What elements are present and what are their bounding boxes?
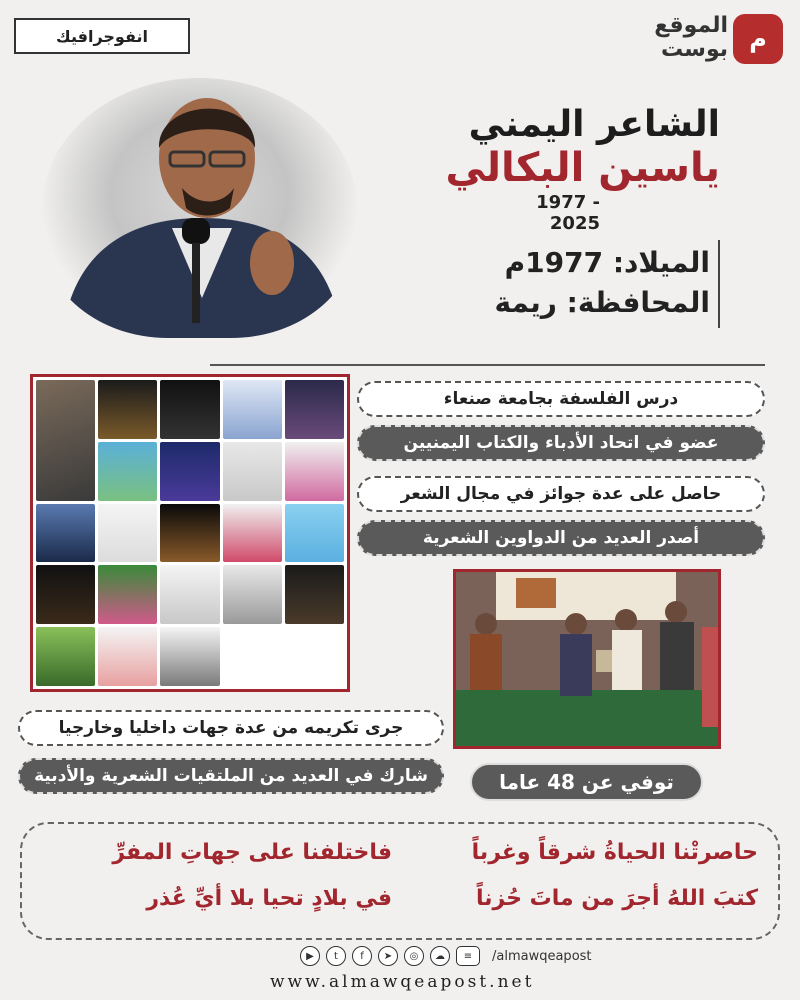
nabd-icon[interactable]: ≡ (456, 946, 480, 966)
birth-fact: الميلاد: 1977م (504, 246, 710, 279)
facebook-icon[interactable]: f (352, 946, 372, 966)
book-cover (98, 380, 157, 439)
book-cover (98, 627, 157, 686)
book-cover (223, 380, 282, 439)
death-badge: توفي عن 48 عاما (470, 763, 703, 801)
book-covers-collage (30, 374, 350, 692)
social-handle[interactable]: /almawqeapost (492, 948, 592, 964)
poet-portrait-illustration (42, 78, 357, 338)
verse-left-2: في بلادٍ تحيا بلا أيِّ عُذر (146, 886, 392, 911)
fact-pill: حاصل على عدة جوائز في مجال الشعر (357, 476, 765, 512)
verse-left-1: فاختلفنا على جهاتِ المفرِّ (112, 840, 392, 865)
infographic-tag: انفوجرافيك (14, 18, 190, 54)
poem-box (20, 822, 780, 940)
book-cover (285, 442, 344, 501)
logo-line1: الموقع (654, 13, 728, 38)
book-cover (285, 380, 344, 439)
title-line: الشاعر اليمني (468, 104, 720, 145)
fact-pill: عضو في اتحاد الأدباء والكتاب اليمنيين (357, 425, 765, 461)
book-cover (285, 565, 344, 624)
book-cover (285, 504, 344, 563)
book-cover (160, 380, 219, 439)
book-cover (160, 504, 219, 563)
life-years: 1977 - 2025 (536, 192, 600, 234)
book-cover (160, 442, 219, 501)
verse-right-1: حاصرتْنا الحياةُ شرقاً وغرباً (471, 840, 758, 865)
fact-pill: جرى تكريمه من عدة جهات داخليا وخارجيا (18, 710, 444, 746)
book-cover (160, 627, 219, 686)
youtube-icon[interactable]: ▶ (300, 946, 320, 966)
instagram-icon[interactable]: ◎ (404, 946, 424, 966)
site-logo-icon: م (733, 14, 783, 64)
social-bar (300, 944, 592, 968)
award-ceremony-photo (453, 569, 721, 749)
governorate-fact: المحافظة: ريمة (494, 286, 710, 319)
poet-portrait (42, 78, 357, 338)
website-url[interactable]: www.almawqeapost.net (270, 972, 535, 992)
verse-right-2: كتبَ اللهُ أجرَ من ماتَ حُزناً (475, 886, 758, 911)
twitter-icon[interactable]: t (326, 946, 346, 966)
book-cover (36, 627, 95, 686)
facts-divider (718, 240, 720, 328)
book-cover (98, 565, 157, 624)
telegram-icon[interactable]: ➤ (378, 946, 398, 966)
book-cover (160, 565, 219, 624)
book-cover (98, 442, 157, 501)
site-logo-text (578, 14, 728, 64)
book-cover (98, 504, 157, 563)
soundcloud-icon[interactable]: ☁ (430, 946, 450, 966)
book-cover (36, 565, 95, 624)
fact-pill: درس الفلسفة بجامعة صنعاء (357, 381, 765, 417)
fact-pill: شارك في العديد من الملتقيات الشعرية والأدبية (18, 758, 444, 794)
logo-line2: بوست (661, 37, 728, 62)
poet-name: ياسين البكالي (445, 145, 720, 191)
fact-pill: أصدر العديد من الدواوين الشعرية (357, 520, 765, 556)
section-divider (210, 364, 765, 366)
ceremony-illustration (456, 572, 718, 746)
book-cover (223, 565, 282, 624)
poet-photo-thumb (36, 380, 95, 501)
book-cover (223, 504, 282, 563)
book-cover (223, 442, 282, 501)
book-cover (36, 504, 95, 563)
